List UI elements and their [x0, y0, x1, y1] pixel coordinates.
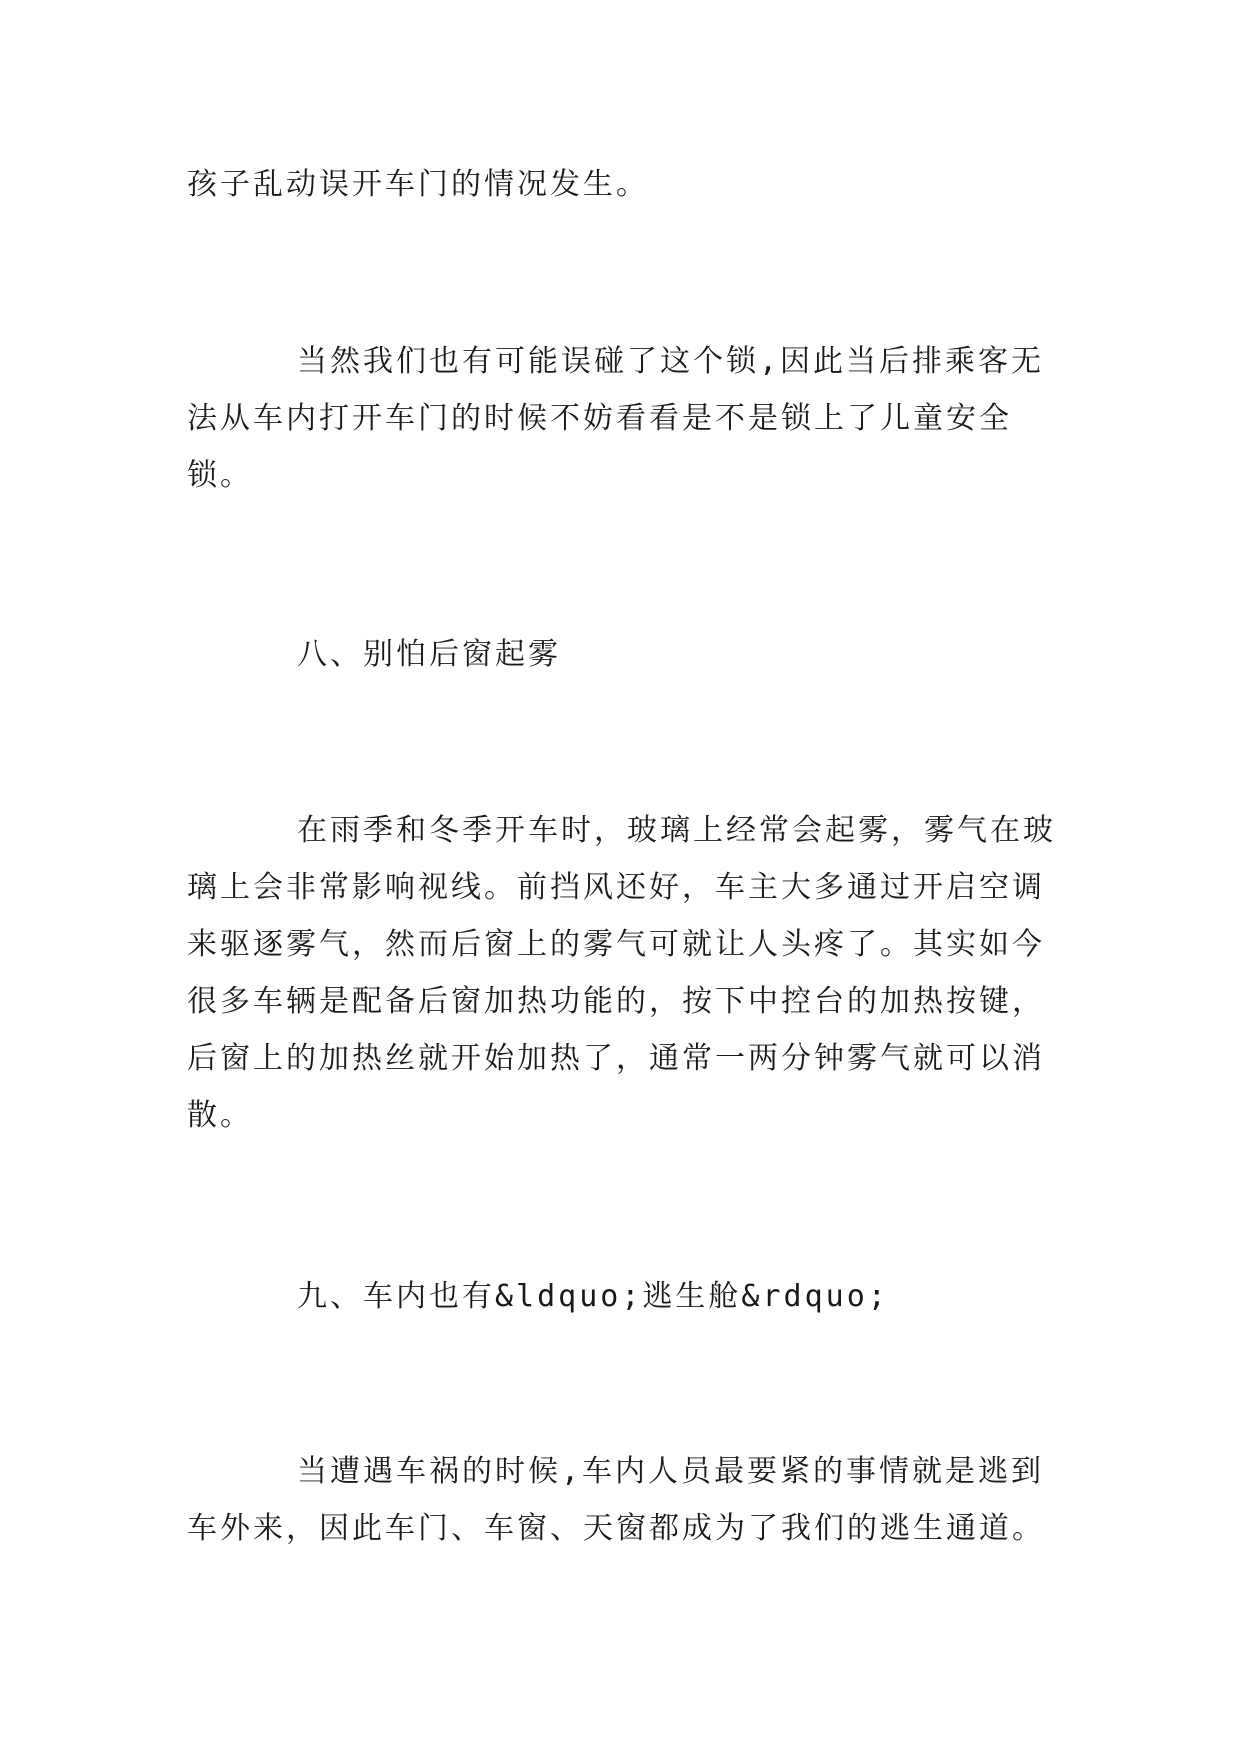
heading-section-8: 八、别怕后窗起雾	[297, 637, 561, 672]
heading-section-9: 九、车内也有&ldquo;逃生舱&rdquo;	[297, 1279, 889, 1314]
paragraph-child-lock-check: 当然我们也有可能误碰了这个锁,因此当后排乘客无法从车内打开车门的时候不妨看看是不是锁上了儿童安全锁。	[187, 344, 1045, 493]
paragraph-escape-routes: 当遭遇车祸的时候,车内人员最要紧的事情就是逃到车外来，因此车门、车窗、天窗都成为了我们的逃生通道。	[187, 1454, 1045, 1546]
paragraph-child-lock-end: 孩子乱动误开车门的情况发生。	[187, 167, 649, 202]
paragraph-rear-window-fog: 在雨季和冬季开车时，玻璃上经常会起雾，雾气在玻璃上会非常影响视线。前挡风还好，车主大多通过开启空调来驱逐雾气，然而后窗上的雾气可就让人头疼了。其实如今很多车辆是配备后窗加热功能的，按下中控台的加热按键，后窗上的加热丝就开始加热了，通常一两分钟雾气就可以消散。	[187, 813, 1056, 1133]
